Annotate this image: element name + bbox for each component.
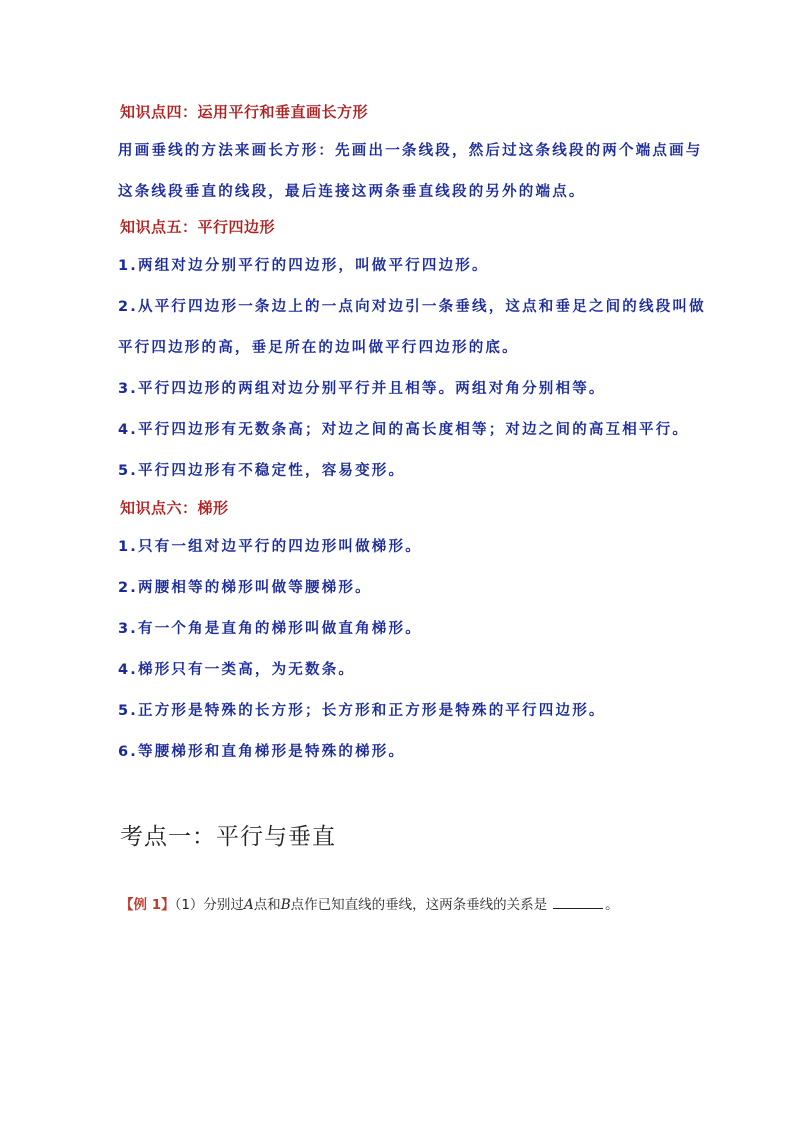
kp6-heading: 知识点六：梯形 [120,499,229,517]
kp6-line-4: 4.梯形只有一类高，为无数条。 [118,662,356,678]
kp4-line-2: 这条线段垂直的线段，最后连接这两条垂直线段的另外的端点。 [118,184,586,200]
kp5-line-5: 4.平行四边形有无数条高；对边之间的高长度相等；对边之间的高互相平行。 [118,422,690,438]
point-b-label: B [280,897,291,913]
kp6-line-1: 1.只有一组对边平行的四边形叫做梯形。 [118,539,422,555]
example-1 [120,893,619,913]
example-end: 。 [605,897,619,913]
kp5-line-2: 2.从平行四边形一条边上的一点向对边引一条垂线，这点和垂足之间的线段叫做 [118,299,706,315]
kp5-line-1: 1.两组对边分别平行的四边形，叫做平行四边形。 [118,258,489,274]
exam-point-title: 考点一：平行与垂直 [120,824,336,850]
kp6-line-3: 3.有一个角是直角的梯形叫做直角梯形。 [118,621,422,637]
point-a-label: A [243,897,254,913]
kp5-line-6: 5.平行四边形有不稳定性，容易变形。 [118,463,406,479]
kp5-line-3: 平行四边形的高，垂足所在的边叫做平行四边形的底。 [118,340,519,356]
example-text-part2: 点和 [253,897,281,913]
kp6-line-6: 6.等腰梯形和直角梯形是特殊的梯形。 [118,744,406,760]
example-text-part3: 点作已知直线的垂线，这两条垂线的关系是 [290,897,548,913]
kp6-line-5: 5.正方形是特殊的长方形；长方形和正方形是特殊的平行四边形。 [118,703,606,719]
kp4-heading: 知识点四：运用平行和垂直画长方形 [120,103,369,121]
kp6-line-2: 2.两腰相等的梯形叫做等腰梯形。 [118,580,372,596]
kp4-line-1: 用画垂线的方法来画长方形：先画出一条线段，然后过这条线段的两个端点画与 [118,143,703,159]
kp5-line-4: 3.平行四边形的两组对边分别平行并且相等。两组对角分别相等。 [118,381,606,397]
example-tag: 【例 1】 [120,897,175,913]
answer-blank[interactable] [553,896,603,909]
kp5-heading: 知识点五：平行四边形 [120,218,276,236]
example-text-part1: （1）分别过 [174,897,244,913]
